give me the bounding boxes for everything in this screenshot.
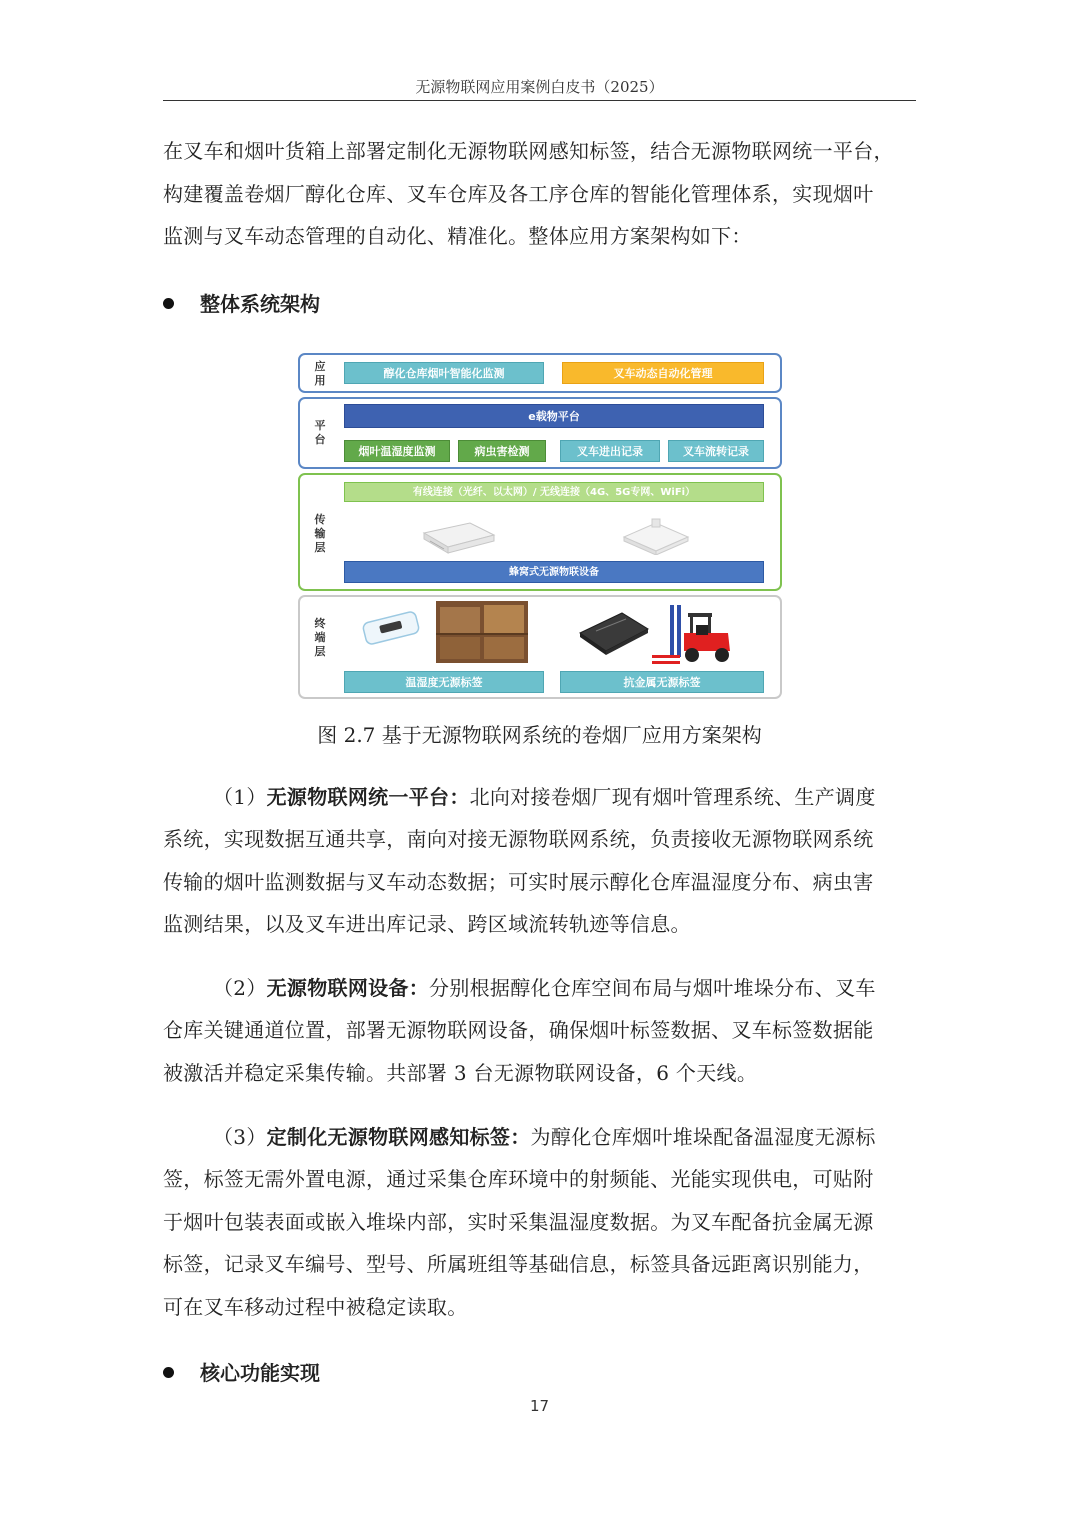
platform-main-box: e载物平台 xyxy=(344,404,764,428)
intro-paragraph xyxy=(163,130,916,258)
transport-layer xyxy=(298,473,782,591)
item-line: 监测结果，以及叉车进出库记录、跨区域流转轨迹等信息。 xyxy=(163,912,691,936)
item-title: 无源物联网统一平台： xyxy=(266,785,470,809)
bullet-icon xyxy=(163,1367,174,1378)
item-title: 无源物联网设备： xyxy=(266,976,430,1000)
anti-metal-tag-icon xyxy=(576,609,652,657)
platform-box: 病虫害检测 xyxy=(458,440,546,462)
item2-paragraph xyxy=(163,967,916,1010)
item-number: （1） xyxy=(213,785,267,809)
intro-line: 在叉车和烟叶货箱上部署定制化无源物联网感知标签，结合无源物联网统一平台， xyxy=(163,139,894,163)
intro-line: 监测与叉车动态管理的自动化、精准化。整体应用方案架构如下： xyxy=(163,224,752,248)
layer-label: 平台 xyxy=(314,419,326,446)
running-header: 无源物联网应用案例白皮书（2025） xyxy=(415,78,664,96)
item-text: 北向对接卷烟厂现有烟叶管理系统、生产调度 xyxy=(469,785,876,809)
section-title: 整体系统架构 xyxy=(200,292,320,316)
section-heading-core-functions xyxy=(163,1357,320,1386)
bullet-icon xyxy=(163,298,174,309)
item-line: 标签，记录叉车编号、型号、所属班组等基础信息，标签具备远距离识别能力， xyxy=(163,1252,874,1276)
device-bar: 蜂窝式无源物联设备 xyxy=(344,561,764,583)
item3-continuation xyxy=(163,1158,916,1328)
item-line: 于烟叶包装表面或嵌入堆垛内部，实时采集温湿度数据。为叉车配备抗金属无源 xyxy=(163,1209,874,1234)
platform-layer xyxy=(298,397,782,469)
item-line: 签，标签无需外置电源，通过采集仓库环境中的射频能、光能实现供电，可贴附 xyxy=(163,1167,874,1191)
terminal-box-temperature-tag: 温湿度无源标签 xyxy=(344,671,544,693)
intro-line: 构建覆盖卷烟厂醇化仓库、叉车仓库及各工序仓库的智能化管理体系，实现烟叶 xyxy=(163,181,874,206)
figure-caption: 图 2.7 基于无源物联网系统的卷烟厂应用方案架构 xyxy=(317,723,762,747)
app-box-forklift-management: 叉车动态自动化管理 xyxy=(562,362,764,384)
temperature-tag-icon xyxy=(360,611,424,645)
section-heading-architecture xyxy=(163,288,320,317)
item-line: 可在叉车移动过程中被稳定读取。 xyxy=(163,1294,468,1319)
architecture-diagram xyxy=(298,353,784,701)
connection-bar: 有线连接（光纤、以太网）/ 无线连接（4G、5G专网、WiFi） xyxy=(344,482,764,502)
gateway-device-icon xyxy=(418,515,498,555)
item-line: 仓库关键通道位置，部署无源物联网设备，确保烟叶标签数据、叉车标签数据能 xyxy=(163,1018,874,1042)
item2-continuation xyxy=(163,1009,916,1094)
item1-continuation xyxy=(163,818,916,946)
item1-paragraph xyxy=(163,776,916,819)
layer-label: 终端层 xyxy=(314,617,326,658)
item-number: （3） xyxy=(213,1125,267,1149)
layer-label: 应用 xyxy=(314,360,326,387)
platform-box: 叉车流转记录 xyxy=(668,440,764,462)
item-title: 定制化无源物联网感知标签： xyxy=(266,1125,531,1149)
section-title: 核心功能实现 xyxy=(200,1361,320,1385)
antenna-device-icon xyxy=(618,517,694,555)
platform-box: 烟叶温湿度监测 xyxy=(344,440,450,462)
terminal-layer xyxy=(298,595,782,699)
item-line: 传输的烟叶监测数据与叉车动态数据；可实时展示醇化仓库温湿度分布、病虫害 xyxy=(163,869,874,894)
item-text: 分别根据醇化仓库空间布局与烟叶堆垛分布、叉车 xyxy=(429,976,876,1000)
item3-paragraph xyxy=(163,1116,916,1159)
app-box-leaf-monitoring: 醇化仓库烟叶智能化监测 xyxy=(344,362,544,384)
layer-label: 传输层 xyxy=(314,513,326,554)
application-layer xyxy=(298,353,782,393)
tobacco-boxes-photo xyxy=(436,601,528,663)
page-number: 17 xyxy=(529,1397,550,1415)
item-line: 系统，实现数据互通共享，南向对接无源物联网系统，负责接收无源物联网系统 xyxy=(163,827,874,851)
header-rule xyxy=(163,100,916,101)
item-line: 被激活并稳定采集传输。共部署 3 台无源物联网设备，6 个天线。 xyxy=(163,1060,758,1085)
item-number: （2） xyxy=(213,976,267,1000)
platform-box: 叉车进出记录 xyxy=(560,440,660,462)
item-text: 为醇化仓库烟叶堆垛配备温湿度无源标 xyxy=(530,1125,876,1149)
terminal-box-anti-metal-tag: 抗金属无源标签 xyxy=(560,671,764,693)
forklift-icon xyxy=(650,599,736,667)
